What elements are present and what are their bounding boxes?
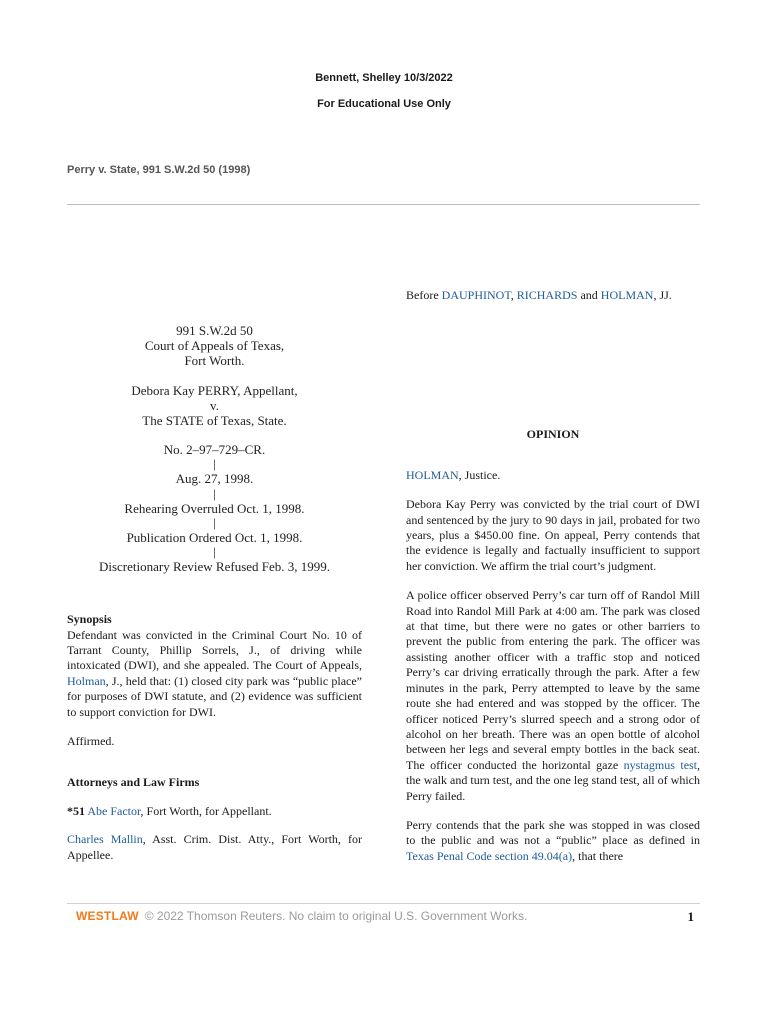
nystagmus-test-link[interactable]: nystagmus test bbox=[623, 757, 698, 772]
page-footer bbox=[76, 909, 696, 927]
opinion-paragraph-3 bbox=[406, 818, 700, 864]
paragraph-3-text-end: , that there bbox=[572, 848, 624, 863]
panel-suffix: , JJ. bbox=[653, 288, 672, 302]
caption-separator: | bbox=[213, 514, 216, 530]
appellee-attorney-rest: , Asst. Crim. Dist. Atty., Fort Worth, for Appellee. bbox=[67, 832, 362, 862]
publication-status: Publication Ordered Oct. 1, 1998. bbox=[126, 529, 303, 545]
party-appellant: Debora Kay PERRY, Appellant, bbox=[131, 382, 298, 398]
right-column bbox=[406, 288, 700, 864]
panel-and: and bbox=[580, 288, 598, 302]
synopsis-text bbox=[67, 628, 362, 720]
author-title: , Justice. bbox=[458, 467, 501, 482]
panel-comma: , bbox=[510, 288, 514, 302]
panel-before: Before bbox=[406, 288, 439, 302]
header-user-date: Bennett, Shelley 10/3/2022 bbox=[315, 72, 453, 84]
versus: v. bbox=[210, 397, 219, 413]
case-citation: Perry v. State, 991 S.W.2d 50 (1998) bbox=[67, 164, 251, 176]
appellant-attorney-line bbox=[67, 804, 362, 819]
header-educational-notice: For Educational Use Only bbox=[317, 98, 451, 110]
judge-dauphinot-link[interactable]: DAUPHINOT bbox=[441, 288, 511, 302]
left-column bbox=[67, 323, 362, 863]
copyright-notice: © 2022 Thomson Reuters. No claim to original U.S. Government Works. bbox=[144, 909, 528, 923]
opinion-paragraph-2 bbox=[406, 588, 700, 804]
appellant-attorney-rest: , Fort Worth, for Appellant. bbox=[140, 803, 272, 818]
header-divider bbox=[67, 204, 700, 205]
caption-separator: | bbox=[213, 485, 216, 501]
decision-date: Aug. 27, 1998. bbox=[175, 471, 254, 487]
panel-line bbox=[406, 288, 700, 303]
paragraph-2-text-end: , the walk and turn test, and the one leg stand test, all of which Perry failed. bbox=[406, 757, 701, 803]
caption-separator: | bbox=[213, 456, 216, 472]
party-state: The STATE of Texas, State. bbox=[142, 413, 287, 429]
synopsis-heading: Synopsis bbox=[67, 612, 112, 627]
westlaw-logo: WESTLAW bbox=[76, 909, 139, 923]
synopsis-text-part: , J., held that: (1) closed city park was “public place” for purposes of DWI statute, and (2) evidence was sufficient to support conviction for DWI. bbox=[67, 673, 362, 719]
penal-code-link[interactable]: Texas Penal Code section 49.04(a) bbox=[406, 848, 573, 863]
court-name: Court of Appeals of Texas, bbox=[144, 338, 285, 354]
synopsis-text-part: Defendant was convicted in the Criminal Court No. 10 of Tarrant County, Phillip Sorrels, J., of driving while intoxicated (DWI), and she appealed. The Court of Appeals, bbox=[67, 627, 362, 673]
case-caption bbox=[67, 323, 362, 574]
paragraph-3-text: Perry contends that the park she was stopped in was closed to the public and was not a “public” place as defined in bbox=[406, 817, 700, 848]
paragraph-2-text: A police officer observed Perry’s car turn off of Randol Mill Road into Randol Mill Park at 4:00 am. The park was closed at that time, but there were no gates or other barriers to prevent the public from entering the park. The officer was assisting another officer with a traffic stop and noticed Perry’s car driving erratically through the park. After a few minutes in the park, Perry attempted to leave by the same route she had entered and was stopped by the officer. The officer noticed Perry’s slurred speech and a strong odor of alcohol on her breath. There was an open bottle of alcohol between her legs and several empty bottles in the back seat. The officer conducted the horizontal gaze bbox=[406, 588, 700, 772]
judge-holman-panel-link[interactable]: HOLMAN bbox=[600, 288, 654, 302]
caption-separator: | bbox=[213, 544, 216, 560]
abe-factor-link[interactable]: Abe Factor bbox=[87, 803, 141, 818]
judge-richards-link[interactable]: RICHARDS bbox=[516, 288, 578, 302]
reporter-citation: 991 S.W.2d 50 bbox=[176, 323, 253, 338]
appellee-attorney-line bbox=[67, 832, 362, 863]
footer-divider bbox=[67, 903, 700, 904]
page-marker: *51 bbox=[67, 803, 85, 818]
author-holman-link[interactable]: HOLMAN bbox=[406, 467, 459, 482]
docket-number: No. 2–97–729–CR. bbox=[163, 442, 266, 458]
court-location: Fort Worth. bbox=[184, 353, 245, 369]
rehearing-status: Rehearing Overruled Oct. 1, 1998. bbox=[124, 500, 305, 516]
opinion-paragraph-1: Debora Kay Perry was convicted by the trial court of DWI and sentenced by the jury to 90 days in jail, probated for two years, plus a $450.00 fine. On appeal, Perry contends that the evidence is legally and factually insufficient to support her conviction. We affirm the trial court’s judgment. bbox=[406, 497, 700, 573]
disposition: Affirmed. bbox=[67, 734, 115, 749]
attorneys-heading: Attorneys and Law Firms bbox=[67, 775, 200, 790]
charles-mallin-link[interactable]: Charles Mallin bbox=[67, 832, 143, 847]
opinion-heading: OPINION bbox=[526, 427, 580, 442]
judge-holman-link[interactable]: Holman bbox=[67, 673, 106, 688]
opinion-author-line bbox=[406, 468, 700, 483]
review-status: Discretionary Review Refused Feb. 3, 1999. bbox=[98, 559, 331, 575]
page-number: 1 bbox=[687, 909, 694, 924]
